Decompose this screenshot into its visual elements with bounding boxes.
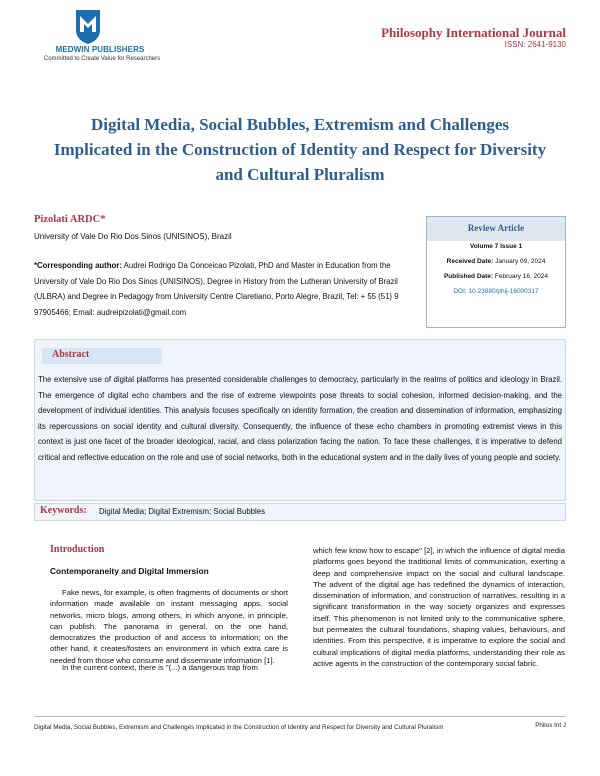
publisher-name: MEDWIN PUBLISHERS [55, 45, 145, 54]
article-type: Review Article [467, 223, 525, 233]
published-value: February 16, 2024 [493, 273, 549, 280]
author-name: Pizolati ARDC* [34, 214, 106, 225]
received-value: January 09, 2024 [493, 258, 546, 265]
volume-issue: Volume 7 Issue 1 [469, 243, 523, 250]
corresponding-label: *Corresponding author: [34, 261, 122, 270]
keywords-text: Digital Media; Digital Extremism; Social Bubbles [99, 507, 265, 516]
body-paragraph: which few know how to escape" [2], in which the influence of digital media platforms goes beyond the traditional limits of communication, exerting a deep and comprehensive impact on the social and cultural landscape. The advent of the digital age has redefined the dynamics of interaction, dissemination of information, and construction of narratives, resulting in a significant transformation in the way society organizes and expresses itself. This phenomenon is not limited only to the communicative sphere, but permeates the cultural foundations, shaping values, behaviours, and identities. From this perspective, it is imperative to explore the social and cultural implications of digital media platforms, understanding their role as active agents in the construction of the contemporary social fabric. [313, 546, 565, 668]
body-paragraph: In the current context, there is "(...) a dangerous trap from [62, 663, 258, 672]
journal-issn: ISSN: 2641-9130 [504, 40, 566, 49]
section-subheading: Contemporaneity and Digital Immersion [50, 566, 209, 576]
corresponding-text: Audrei Rodrigo Da Conceicao Pizolati, PhD and Master in Education from the University of Vale Do Rio Dos Sinos (UNISINOS), Degree in History from the Lutheran University of Brazil (ULBRA) and Degree in Pedagogy from University Centre Claretiano, Porto Alegre, Brazil, Tel: + 55 (51) 9 97905466; Email: audreipizolati@gmail.com [34, 261, 399, 317]
body-paragraph: Fake news, for example, is often fragments of documents or short information made available on instant messaging apps, social networks, micro blogs, among others, in which anyone, in principle, can publish. The panorama in general, on the one hand, democratizes the production of and access to information; on the other hand, it creates/fosters an environment in which extra care is needed from those who consume and disseminate information [1]. [50, 588, 288, 665]
received-label: Received Date: [446, 258, 494, 265]
footer-divider [34, 716, 566, 717]
publisher-tagline: Committed to Create Value for Researchers [43, 56, 161, 62]
article-title: Digital Media, Social Bubbles, Extremism and Challenges Implicated in the Construction of Identity and Respect for Diversity and Cultural Pluralism [53, 115, 547, 184]
published-date [427, 273, 565, 280]
introduction-heading: Introduction [50, 544, 105, 555]
published-label: Published Date: [443, 273, 494, 280]
abstract-heading: Abstract [52, 349, 90, 360]
doi-link[interactable]: DOI: 10.23880/phij-16000317 [453, 288, 539, 295]
corresponding-author [34, 258, 404, 320]
keywords-label: Keywords: [40, 505, 87, 516]
received-date [427, 258, 565, 265]
journal-name: Philosophy International Journal [381, 25, 566, 40]
abstract-text: The extensive use of digital platforms has presented considerable challenges to democracy, particularly in the realms of politics and ideology in Brazil. The emergence of digital echo chambers and the rise of extreme viewpoints pose threats to social cohesion, informed decision-making, and the development of individual identities. This analysis focuses specifically on identity formation, the creation and dissemination of information, emphasizing its repercussions on social identity and cultural diversity. Consequently, the influence of these echo chambers in promoting extremist views in this context is just one facet of the broader ideological, racial, and class polarization facing the nation. To face these challenges, it is imperative to defend critical and reflective education on the role and use of social networks, both in the educational system and in the daily lives of young people and society. [38, 375, 562, 462]
medwin-logo-icon [68, 6, 108, 46]
author-affiliation: University of Vale Do Rio Dos Sinos (UNISINOS), Brazil [34, 232, 232, 241]
footer-journal-abbrev: Philos Int J [535, 722, 566, 729]
footer-citation: Digital Media, Social Bubbles, Extremism and Challenges Implicated in the Construction of Identity and Respect for Diversity and Cultural Pluralism [34, 724, 444, 731]
